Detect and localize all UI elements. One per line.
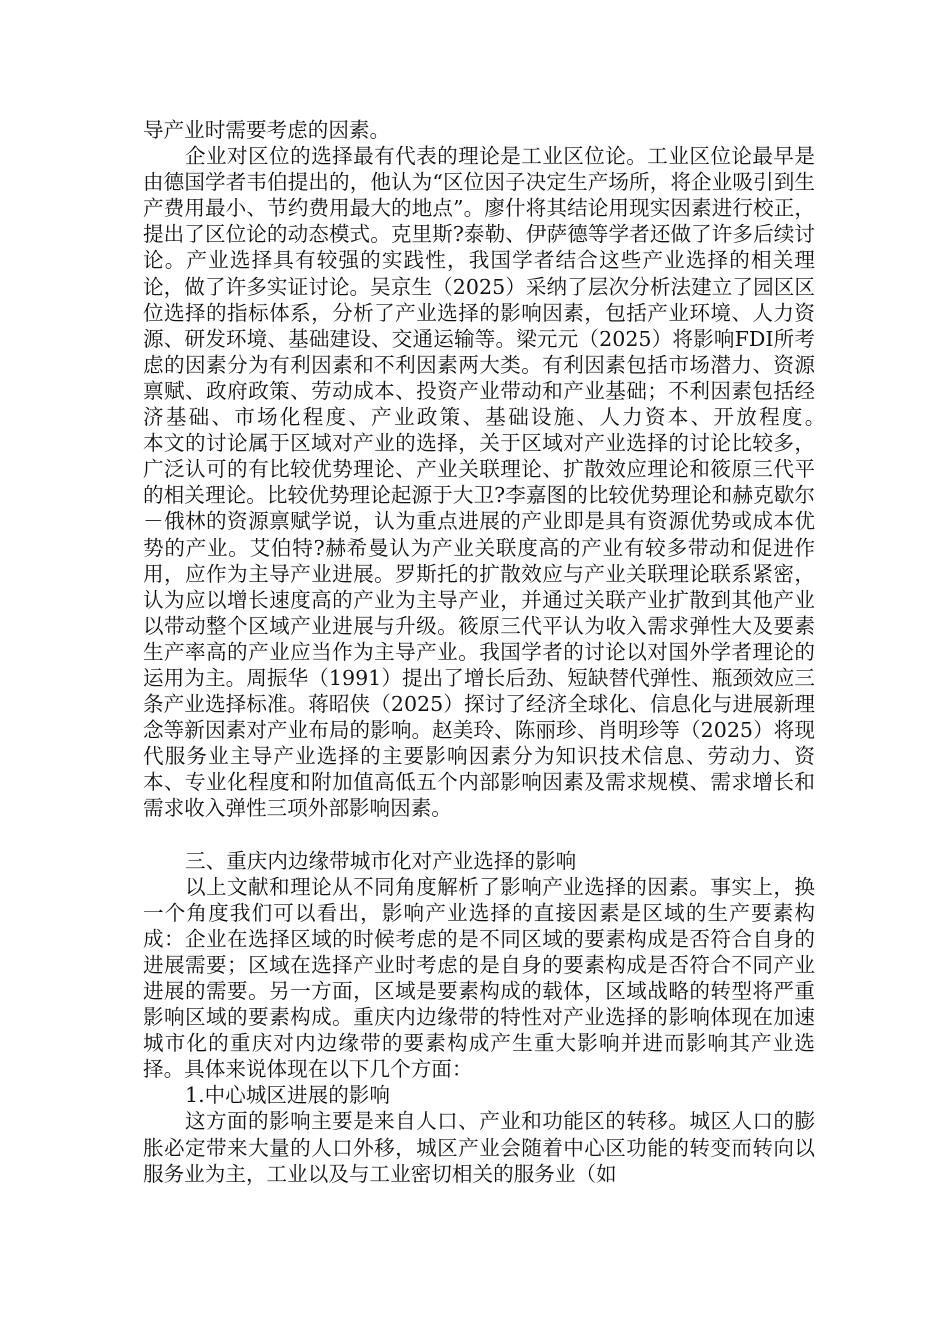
section-heading-3: 三、重庆内边缘带城市化对产业选择的影响 xyxy=(185,848,577,873)
document-body xyxy=(143,117,898,1187)
paragraph-factor-composition: 以上文献和理论从不同角度解析了影响产业选择的因素。事实上，换一个角度我们可以看出，影响产业选择的直接因素是区域的生产要素构成：企业在选择区域的时候考虑的是不同区域的要素构成是否符合自身的进展需要；区域在选择产业时考虑的是自身的要素构成是否符合不同产业进展的需要。另一方面，区域是要素构成的载体，区域战略的转型将严重影响区域的要素构成。重庆内边缘带的特性对产业选择的影响体现在加速城市化的重庆对内边缘带的要素构成产生重大影响并进而影响其产业选择。具体来说体现在以下几个方面： xyxy=(143,874,815,1082)
subsection-heading-1: 1.中心城区进展的影响 xyxy=(185,1083,390,1108)
paragraph-continuation: 导产业时需要考虑的因素。 xyxy=(143,118,391,142)
paragraph-location-theory: 企业对区位的选择最有代表的理论是工业区位论。工业区位论最早是由德国学者韦伯提出的，他认为“区位因子决定生产场所，将企业吸引到生产费用最小、节约费用最大的地点”。廖什将其结论用现实因素进行校正，提出了区位论的动态模式。克里斯?泰勒、伊萨德等学者还做了许多后续讨论。产业选择具有较强的实践性，我国学者结合这些产业选择的相关理论，做了许多实证讨论。吴京生（2025）采纳了层次分析法建立了园区区位选择的指标体系，分析了产业选择的影响因素，包括产业环境、人力资源、研发环境、基础建设、交通运输等。梁元元（2025）将影响FDI所考虑的因素分为有利因素和不利因素两大类。有利因素包括市场潜力、资源禀赋、政府政策、劳动成本、投资产业带动和产业基础；不利因素包括经济基础、市场化程度、产业政策、基础设施、人力资本、开放程度。 本文的讨论属于区域对产业的选择，关于区域对产业选择的讨论比较多，广泛认可的有比较优势理论、产业关联理论、扩散效应理论和筱原三代平的相关理论。比较优势理论起源于大卫?李嘉图的比较优势理论和赫克歇尔－俄林的资源禀赋学说，认为重点进展的产业即是具有资源优势或成本优势的产业。艾伯特?赫希曼认为产业关联度高的产业有较多带动和促进作用，应作为主导产业进展。罗斯托的扩散效应与产业关联理论联系紧密，认为应以增长速度高的产业为主导产业，并通过关联产业扩散到其他产业以带动整个区域产业进展与升级。筱原三代平认为收入需求弹性大及要素生产率高的产业应当作为主导产业。我国学者的讨论以对国外学者理论的运用为主。周振华（1991）提出了增长后劲、短缺替代弹性、瓶颈效应三条产业选择标准。蒋昭侠（2025）探讨了经济全球化、信息化与进展新理念等新因素对产业布局的影响。赵美玲、陈丽珍、肖明珍等（2025）将现代服务业主导产业选择的主要影响因素分为知识技术信息、劳动力、资本、专业化程度和附加值高低五个内部影响因素及需求规模、需求增长和需求收入弹性三项外部影响因素。 xyxy=(143,144,898,821)
paragraph-central-city-impact: 这方面的影响主要是来自人口、产业和功能区的转移。城区人口的膨胀必定带来大量的人口外移，城区产业会随着中心区功能的转变而转向以服务业为主，工业以及与工业密切相关的服务业（如 xyxy=(143,1109,815,1186)
